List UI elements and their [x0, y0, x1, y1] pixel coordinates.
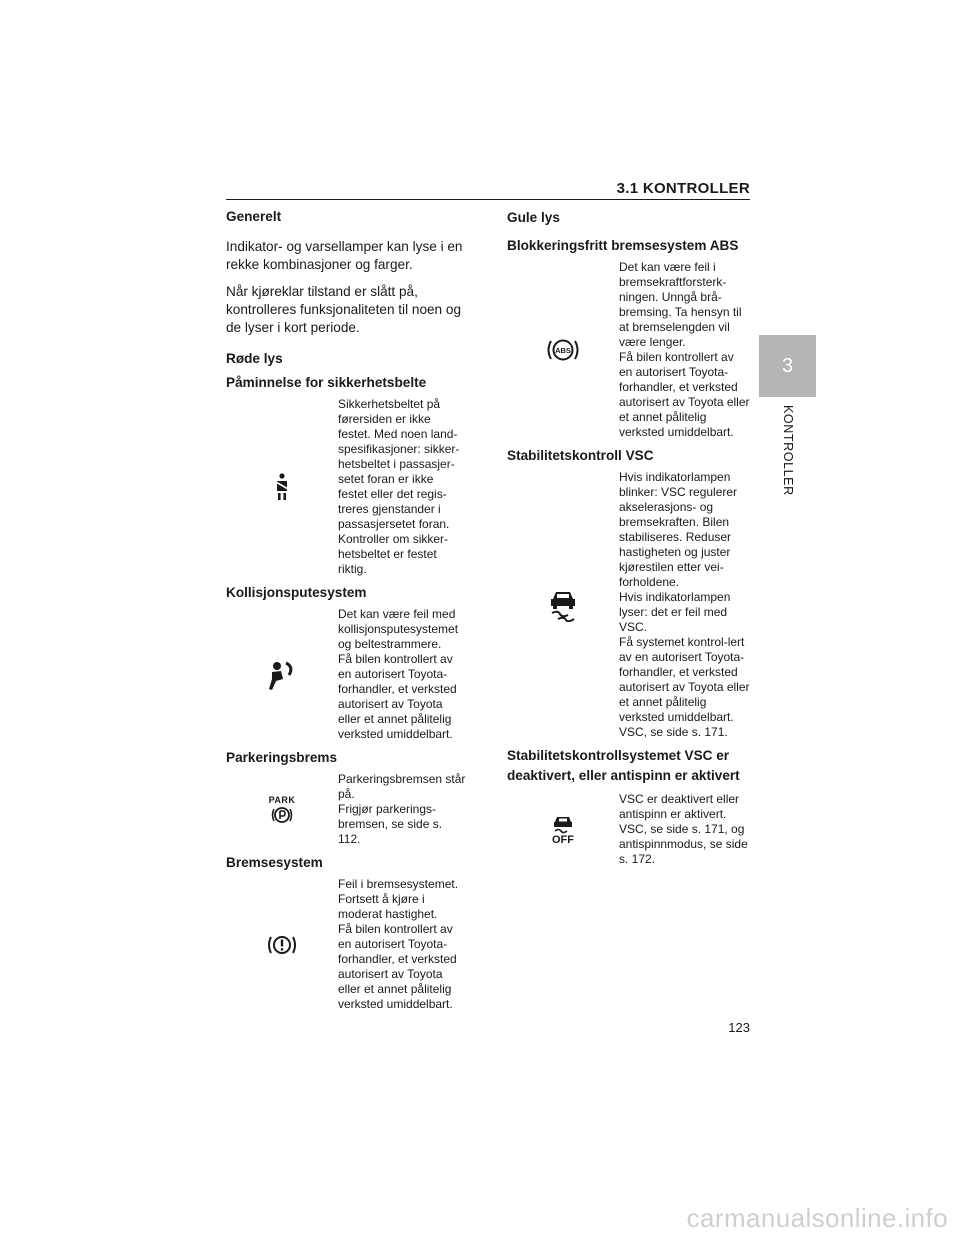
entry-text	[338, 397, 466, 577]
entry-abs	[507, 260, 750, 440]
entry-line: Det kan være feil med kollisjonsputesystemet og beltestrammere.	[338, 607, 459, 651]
entry-line: Få systemet kontrol-lert av en autorisert Toyota-forhandler, et verksted autorisert av Toyota eller et annet pålitelig verksted umiddelbart.	[619, 635, 750, 724]
general-heading: Generelt	[226, 209, 282, 224]
abs-icon	[507, 260, 619, 440]
section-title-abs: Blokkeringsfritt bremsesystem ABS	[507, 238, 739, 253]
park-icon-label: PARK	[268, 794, 296, 805]
brake-warning-icon	[226, 877, 338, 1012]
entry-line: Få bilen kontrollert av en autorisert Toyota-forhandler, et verksted autorisert av Toyota eller et annet pålitelig verksted umiddelbart.	[338, 922, 457, 1011]
chapter-tab	[759, 335, 816, 397]
section-title-seatbelt: Påminnelse for sikkerhetsbelte	[226, 375, 427, 390]
entry-line: Frigjør parkerings-bremsen, se side s. 112.	[338, 802, 443, 846]
section-title-airbag: Kollisjonsputesystem	[226, 585, 367, 600]
entry-text	[338, 607, 466, 742]
chapter-side-label-text: KONTROLLER	[781, 405, 795, 496]
section-title-vsc: Stabilitetskontroll VSC	[507, 448, 654, 463]
entry-line: Få bilen kontrollert av en autorisert Toyota-forhandler, et verksted autorisert av Toyota eller et annet pålitelig verksted umiddelbart.	[619, 350, 750, 439]
watermark: carmanualsonline.info	[686, 1203, 948, 1233]
entry-text	[619, 260, 750, 440]
section-title-brake-system: Bremsesystem	[226, 855, 323, 870]
entry-text	[619, 792, 750, 867]
red-lights-heading: Røde lys	[226, 351, 283, 366]
entry-text	[338, 877, 466, 1012]
entry-line: Feil i bremsesystemet. Fortsett å kjøre i moderat hastighet.	[338, 877, 459, 921]
left-column	[226, 208, 466, 1018]
entry-vsc	[507, 470, 750, 740]
page-number: 123	[728, 1020, 750, 1035]
entry-line: Hvis indikatorlampen lyser: det er feil med VSC.	[619, 590, 731, 634]
entry-text	[619, 470, 750, 740]
entry-line: Få bilen kontrollert av en autorisert Toyota-forhandler, et verksted autorisert av Toyota eller et annet pålitelig verksted umiddelbart.	[338, 652, 457, 741]
vsc-icon	[507, 470, 619, 740]
vsc-off-icon	[507, 792, 619, 867]
chapter-header: 3.1 KONTROLLER	[616, 180, 750, 197]
abs-icon-label: ABS	[555, 345, 571, 355]
general-paragraph: Indikator- og varsellamper kan lyse i en rekke kombinasjoner og farger.	[226, 239, 463, 272]
entry-brake-system	[226, 877, 466, 1012]
seatbelt-icon	[226, 397, 338, 577]
chapter-side-label	[760, 405, 816, 505]
entry-line: Hvis indikatorlampen blinker: VSC regulerer akselerasjons- og bremsekraften. Bilen stabiliseres. Reduser hastigheten og juster kjørestilen etter vei-forholdene.	[619, 470, 738, 589]
chapter-number: 3	[781, 354, 794, 377]
right-column	[507, 208, 750, 873]
entry-line: Det kan være feil i bremsekraftforsterk-ningen. Unngå brå-bremsing. Ta hensyn til at bremselengden vil være lenger.	[619, 260, 742, 349]
entry-line: VSC, se side s. 171, og antispinnmodus, se side s. 172.	[619, 822, 748, 866]
yellow-lights-heading: Gule lys	[507, 210, 560, 225]
entry-vsc-off	[507, 792, 750, 867]
section-title-vsc-off: Stabilitetskontrollsystemet VSC er deaktivert, eller antispinn er aktivert	[507, 748, 740, 783]
entry-line: VSC er deaktivert eller antispinn er aktivert.	[619, 792, 740, 821]
park-brake-icon	[226, 772, 338, 847]
entry-line: Sikkerhetsbeltet på førersiden er ikke festet. Med noen land-spesifikasjoner: sikker-hetsbeltet i passasjer-setet foran er ikke festet eller det regis-treres gjenstander i passasjersetet foran. Kontroller om sikker-hetsbeltet er festet riktig.	[338, 397, 460, 576]
entry-line: Parkeringsbremsen står på.	[338, 772, 466, 801]
general-paragraph: Når kjøreklar tilstand er slått på, kontrolleres funksjonaliteten til noen og de lyser i kort periode.	[226, 284, 462, 335]
vsc-off-icon-label: OFF	[552, 833, 574, 846]
entry-line: VSC, se side s. 171.	[619, 725, 728, 739]
entry-airbag	[226, 607, 466, 742]
airbag-icon	[226, 607, 338, 742]
entry-park-brake	[226, 772, 466, 847]
entry-seatbelt	[226, 397, 466, 577]
header-divider	[226, 199, 750, 200]
entry-text	[338, 772, 466, 847]
section-title-park-brake: Parkeringsbrems	[226, 750, 338, 765]
